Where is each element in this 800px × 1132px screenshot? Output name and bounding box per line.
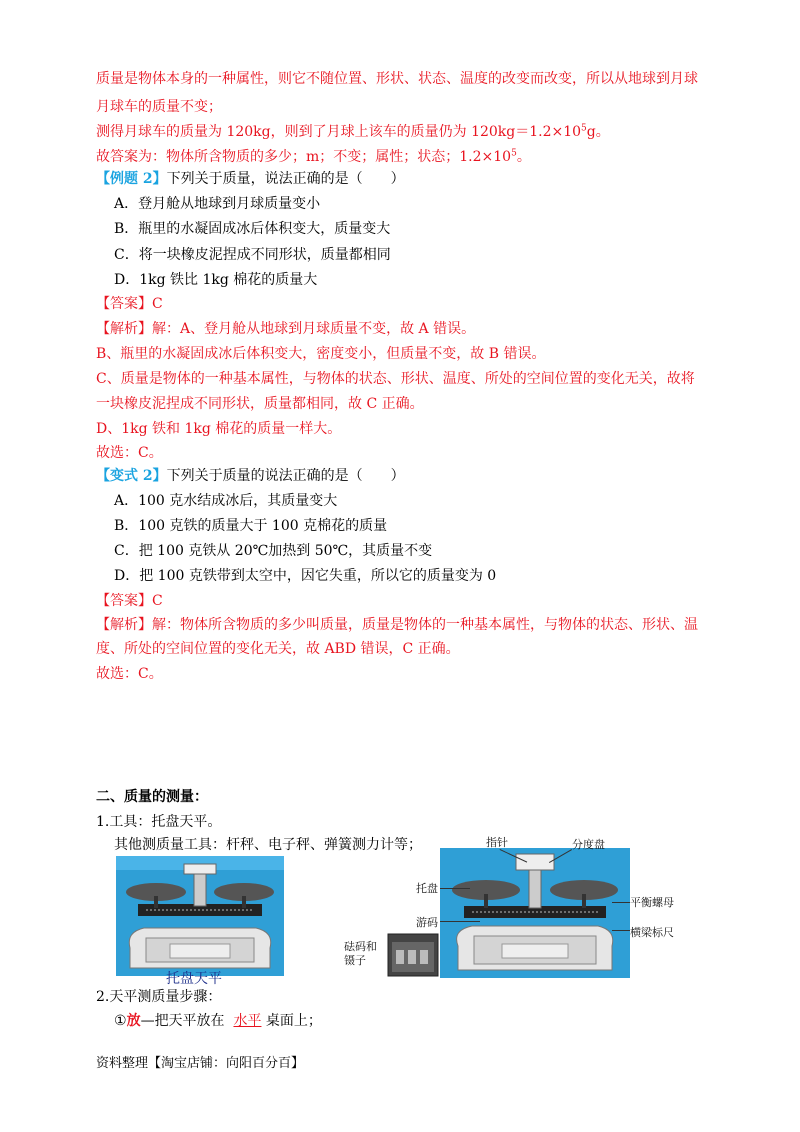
example-2-question: 【例题 2】下列关于质量，说法正确的是（ ） — [96, 171, 405, 187]
variant-2-answer: 【答案】C — [96, 593, 163, 609]
example-2-conclusion: 故选：C。 — [96, 445, 163, 461]
example-2-option-c: C．将一块橡皮泥捏成不同形状，质量都相同 — [114, 247, 391, 263]
example-2-analysis-3: C、质量是物体的一种基本属性，与物体的状态、形状、温度、所处的空间位置的变化无关，故将 — [96, 371, 695, 387]
example-2-analysis-1: 【解析】解：A、登月舱从地球到月球质量不变，故 A 错误。 — [96, 321, 476, 337]
variant-2-option-a: A．100 克水结成冰后，其质量变大 — [114, 493, 338, 509]
variant-2-option-c: C．把 100 克铁从 20℃加热到 50℃，其质量不变 — [114, 543, 433, 559]
figure-1-caption: 托盘天平 — [166, 971, 222, 987]
example-2-analysis-2: B、瓶里的水凝固成冰后体积变大，密度变小，但质量不变，故 B 错误。 — [96, 346, 546, 362]
beam-arrow — [612, 930, 630, 931]
step-1: ①放—把天平放在 水平 桌面上； — [114, 1013, 322, 1029]
label-scale: 分度盘 — [572, 838, 605, 851]
example-2-option-a: A．登月舱从地球到月球质量变小 — [114, 196, 321, 212]
tray-arrow — [440, 888, 470, 889]
label-tray: 托盘 — [416, 882, 438, 895]
example-2-option-d: D．1kg 铁比 1kg 棉花的质量大 — [114, 272, 318, 288]
label-beam: 横梁标尺 — [630, 926, 674, 939]
example-2-analysis-4: 一块橡皮泥捏成不同形状，质量都相同，故 C 正确。 — [96, 396, 424, 412]
other-tools-line: 其他测质量工具：杆秤、电子秤、弹簧测力计等； — [114, 837, 422, 853]
label-weights: 砝码和 镊子 — [344, 940, 377, 967]
example-2-option-b: B．瓶里的水凝固成冰后体积变大，质量变大 — [114, 221, 391, 237]
explain-line-2: 月球车的质量不变； — [96, 99, 222, 115]
section-heading: 二、质量的测量： — [96, 789, 208, 805]
page-footer: 资料整理【淘宝店铺：向阳百分百】 — [96, 1056, 305, 1071]
variant-2-question: 【变式 2】下列关于质量的说法正确的是（ ） — [96, 468, 405, 484]
variant-2-analysis-1: 【解析】解：物体所含物质的多少叫质量，质量是物体的一种基本属性，与物体的状态、形状、温 — [96, 617, 698, 633]
rider-arrow — [440, 921, 480, 922]
variant-2-option-d: D．把 100 克铁带到太空中，因它失重，所以它的质量变为 0 — [114, 568, 497, 584]
label-rider: 游码 — [416, 916, 438, 929]
weights-box-figure — [386, 932, 440, 978]
explain-line-4: 故答案为：物体所含物质的多少；m；不变；属性；状态；$1.2\times 10^5$。 — [96, 148, 531, 165]
explain-line-1: 质量是物体本身的一种属性，则它不随位置、形状、状态、温度的改变而改变，所以从地球到月球 — [96, 71, 698, 87]
tool-line: 1.工具：托盘天平。 — [96, 814, 222, 830]
variant-2-analysis-2: 度、所处的空间位置的变化无关，故 ABD 错误，C 正确。 — [96, 641, 460, 657]
label-pointer: 指针 — [486, 836, 508, 849]
labeled-balance-figure — [440, 848, 630, 978]
steps-title: 2.天平测质量步骤： — [96, 989, 222, 1005]
label-nut: 平衡螺母 — [630, 896, 674, 909]
nut-arrow — [612, 902, 630, 903]
explain-line-3: 测得月球车的质量为 120kg，则到了月球上该车的质量仍为 $120kg=1.2\times 10^5g$。 — [96, 123, 610, 140]
variant-2-conclusion: 故选：C。 — [96, 666, 163, 682]
example-2-answer: 【答案】C — [96, 296, 163, 312]
step-1-blank: 水平 — [233, 1013, 262, 1029]
example-2-analysis-5: D、1kg 铁和 1kg 棉花的质量一样大。 — [96, 421, 342, 437]
variant-2-option-b: B．100 克铁的质量大于 100 克棉花的质量 — [114, 518, 388, 534]
tray-balance-figure — [116, 856, 284, 976]
